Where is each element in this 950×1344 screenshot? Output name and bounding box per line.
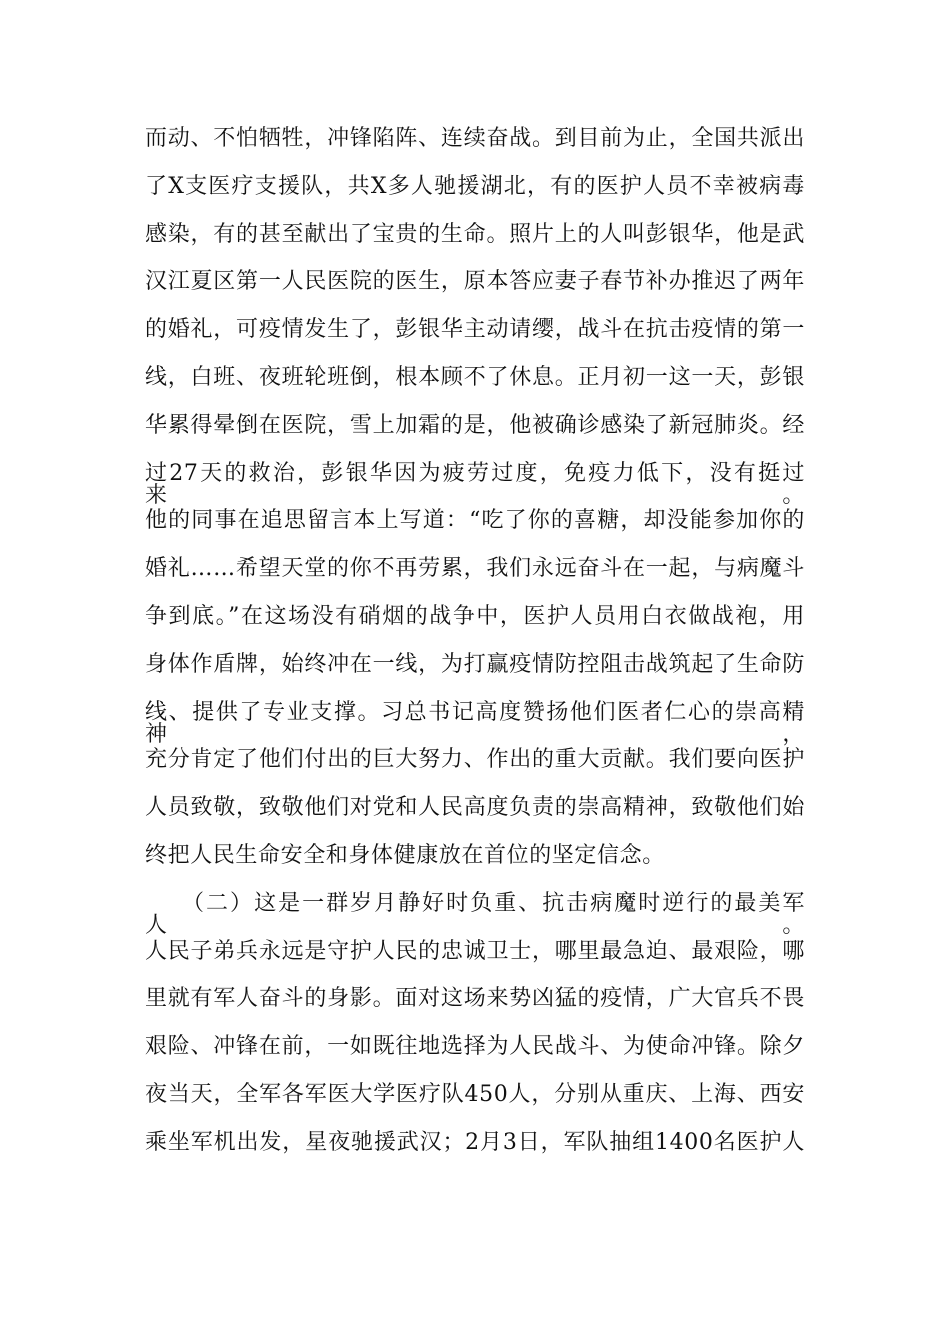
text-line: 人民子弟兵永远是守护人民的忠诚卫士，哪里最急迫、最艰险，哪: [145, 938, 805, 964]
text-line: 终把人民生命安全和身体健康放在首位的坚定信念。: [145, 842, 665, 868]
text-line: 线，白班、夜班轮班倒，根本顾不了休息。正月初一这一天，彭银: [145, 364, 805, 390]
text-line: 线、提供了专业支撑。习总书记高度赞扬他们医者仁心的崇高精神，: [145, 699, 805, 747]
text-line: 了X支医疗支援队，共X多人驰援湖北，有的医护人员不幸被病毒: [145, 173, 805, 199]
text-line: 婚礼……希望天堂的你不再劳累，我们永远奋斗在一起，与病魔斗: [145, 556, 805, 582]
text-line: 汉江夏区第一人民医院的医生，原本答应妻子春节补办推迟了两年: [145, 269, 805, 295]
text-line: 夜当天，全军各军医大学医疗队450人，分别从重庆、上海、西安: [145, 1081, 805, 1107]
section-heading-line: （二）这是一群岁月静好时负重、抗击病魔时逆行的最美军人。: [145, 890, 805, 938]
body-text: [145, 128, 805, 1180]
text-line: 乘坐军机出发，星夜驰援武汉；2月3日，军队抽组1400名医护人: [145, 1129, 805, 1155]
text-line: 艰险、冲锋在前，一如既往地选择为人民战斗、为使命冲锋。除夕: [145, 1034, 805, 1060]
text-line: 的婚礼，可疫情发生了，彭银华主动请缨，战斗在抗击疫情的第一: [145, 317, 805, 343]
text-line: 而动、不怕牺牲，冲锋陷阵、连续奋战。到目前为止，全国共派出: [145, 126, 805, 151]
text-line: 华累得晕倒在医院，雪上加霜的是，他被确诊感染了新冠肺炎。经: [145, 412, 805, 438]
text-line: 身体作盾牌，始终冲在一线，为打赢疫情防控阻击战筑起了生命防: [145, 651, 805, 677]
text-line: 过27天的救治，彭银华因为疲劳过度，免疫力低下，没有挺过来。: [145, 460, 805, 508]
text-line: 里就有军人奋斗的身影。面对这场来势凶猛的疫情，广大官兵不畏: [145, 986, 805, 1012]
text-line: 争到底。”在这场没有硝烟的战争中，医护人员用白衣做战袍，用: [145, 603, 805, 629]
text-line: 充分肯定了他们付出的巨大努力、作出的重大贡献。我们要向医护: [145, 747, 805, 773]
text-line: 感染，有的甚至献出了宝贵的生命。照片上的人叫彭银华，他是武: [145, 221, 805, 247]
text-line: 他的同事在追思留言本上写道：“吃了你的喜糖，却没能参加你的: [145, 508, 805, 534]
text-line: 人员致敬，致敬他们对党和人民高度负责的崇高精神，致敬他们始: [145, 795, 805, 821]
